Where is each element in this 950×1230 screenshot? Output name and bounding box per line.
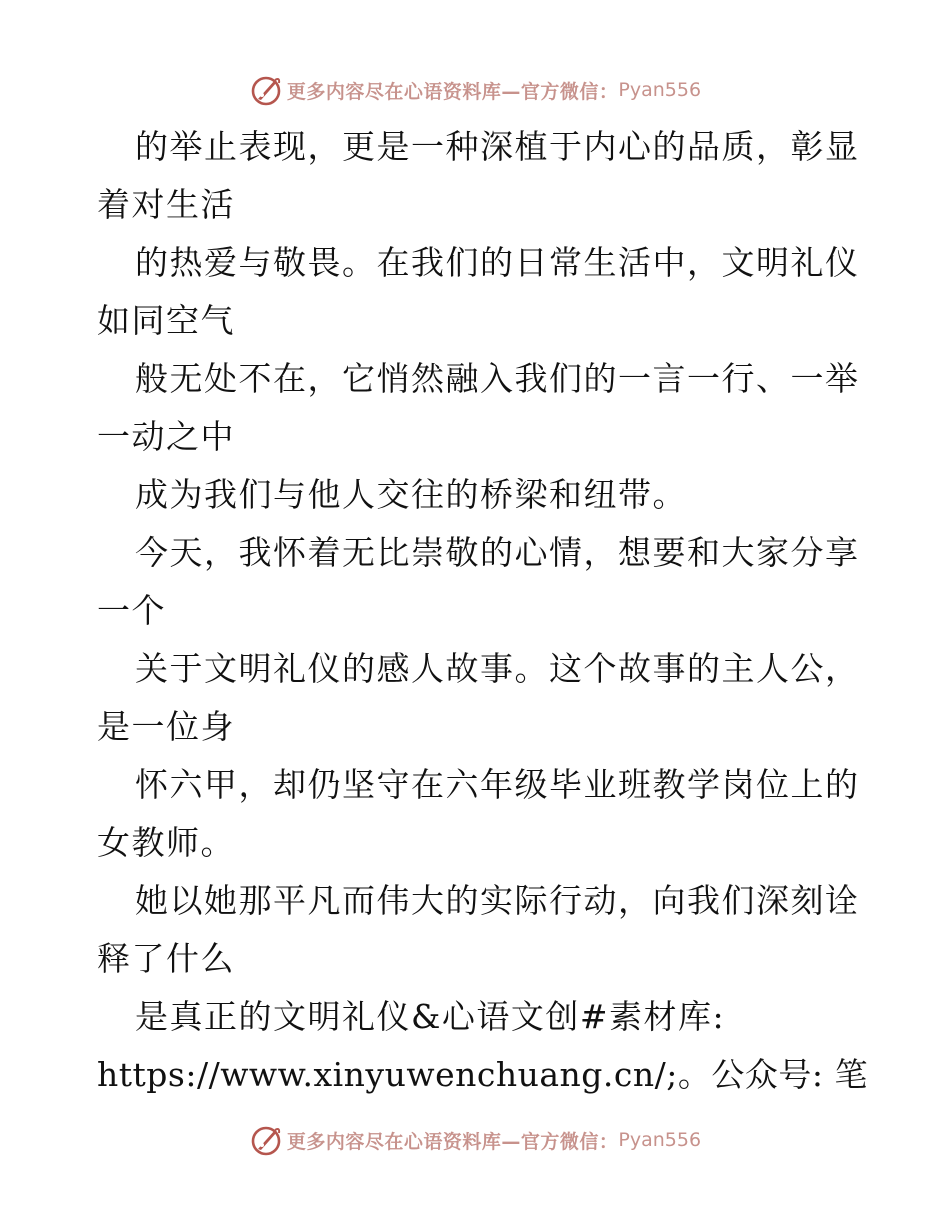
paragraph-line: 着对生活: [97, 185, 235, 224]
paragraph-line: 一个: [97, 591, 166, 630]
paragraph-line: 是真正的文明礼仪&心语文创#素材库:: [135, 997, 726, 1036]
page-header-watermark: [0, 70, 950, 110]
paragraph-line: 她以她那平凡而伟大的实际行动，向我们深刻诠: [135, 881, 860, 920]
paragraph-line: 女教师。: [97, 823, 235, 862]
paragraph-line: 的热爱与敬畏。在我们的日常生活中，文明礼仪: [135, 243, 860, 282]
paragraph-line: 今天，我怀着无比崇敬的心情，想要和大家分享: [135, 533, 860, 572]
watermark-wechat-id: Pyan556: [618, 1129, 702, 1151]
paragraph-line: 的举止表现，更是一种深植于内心的品质，彰显: [135, 127, 860, 166]
paragraph-line: 般无处不在，它悄然融入我们的一言一行、一举: [135, 359, 860, 398]
watermark-banner: [249, 1123, 701, 1157]
paragraph-line: 关于文明礼仪的感人故事。这个故事的主人公，: [135, 649, 860, 688]
watermark-text: 更多内容尽在心语资料库—官方微信：: [286, 80, 619, 103]
paragraph-line: 释了什么: [97, 939, 235, 978]
watermark-text: 更多内容尽在心语资料库—官方微信：: [286, 1130, 619, 1153]
paragraph-line: 一动之中: [97, 417, 235, 456]
paragraph-line: 怀六甲，却仍坚守在六年级毕业班教学岗位上的: [135, 765, 860, 804]
document-body: [97, 118, 868, 1104]
page-footer-watermark: [0, 1120, 950, 1160]
paragraph-line: 成为我们与他人交往的桥梁和纽带。: [135, 475, 687, 514]
quill-pen-logo-icon: [249, 1123, 283, 1157]
url-line: https://www.xinyuwenchuang.cn/;。公众号: 笔: [97, 1055, 868, 1094]
watermark-wechat-id: Pyan556: [618, 79, 702, 101]
paragraph-line: 如同空气: [97, 301, 235, 340]
watermark-banner: [249, 73, 701, 107]
paragraph-line: 是一位身: [97, 707, 235, 746]
quill-pen-logo-icon: [249, 73, 283, 107]
